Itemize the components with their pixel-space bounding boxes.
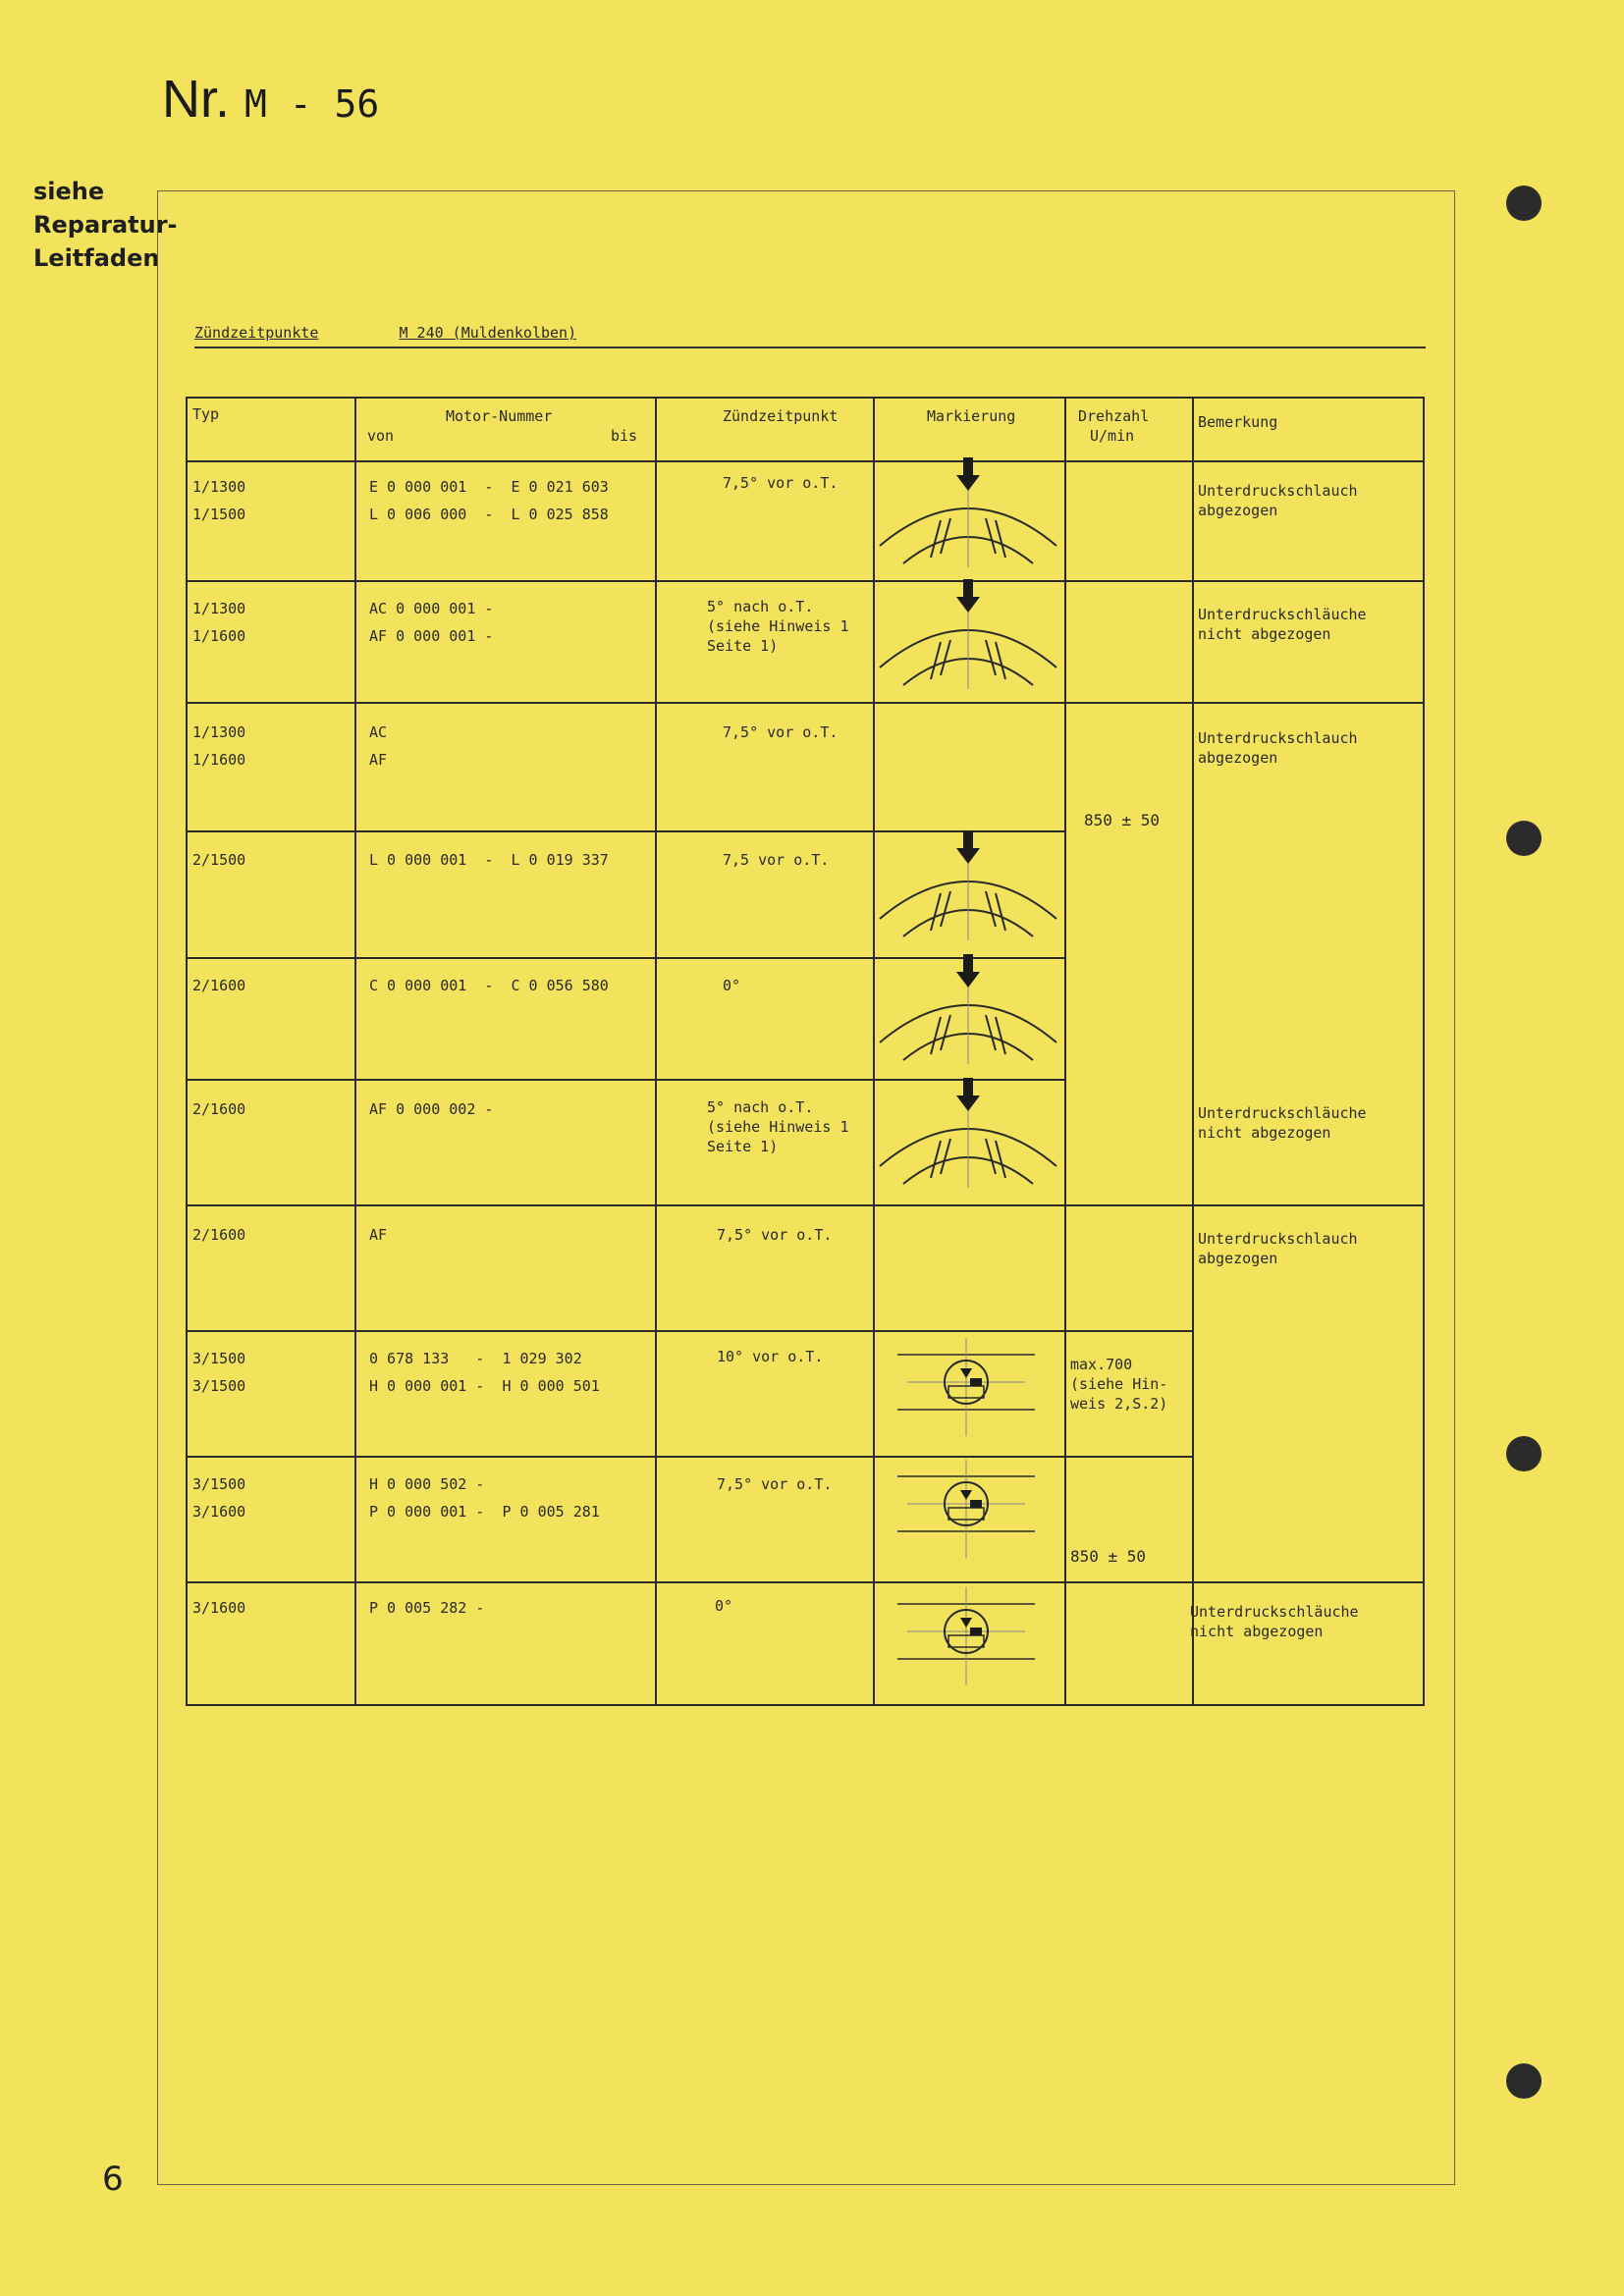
col-header-motor: Motor-Nummer <box>446 407 553 425</box>
marker-diagram-row-1 <box>880 457 1056 567</box>
col-header-drehzahl: Drehzahl <box>1078 407 1150 425</box>
drehzahl-group-1: 850 ± 50 <box>1084 811 1161 829</box>
col-header-drehzahl-unit: U/min <box>1090 427 1135 445</box>
row-2-zuendzeitpunkt: 5° nach o.T. (siehe Hinweis 1 Seite 1) <box>707 598 849 655</box>
nr-label: Nr. <box>162 70 231 129</box>
row-2-motor: AC 0 000 001 - AF 0 000 001 - <box>369 600 494 645</box>
row-2-bemerkung: Unterdruckschläuche nicht abgezogen <box>1198 606 1367 643</box>
row-6-zuendzeitpunkt: 5° nach o.T. (siehe Hinweis 1 Seite 1) <box>707 1098 849 1155</box>
marker-diagram-row-2 <box>880 579 1056 689</box>
drehzahl-group-2: max.700 (siehe Hin- weis 2,S.2) <box>1070 1356 1168 1413</box>
marker-diagram-row-10 <box>897 1587 1035 1685</box>
col-header-bemerkung: Bemerkung <box>1198 413 1278 431</box>
row-8-zuendzeitpunkt: 10° vor o.T. <box>717 1348 824 1365</box>
row-1-zuendzeitpunkt: 7,5° vor o.T. <box>723 474 839 492</box>
row-3-bemerkung: Unterdruckschlauch abgezogen <box>1198 729 1358 767</box>
side-note-line-2: Reparatur- <box>33 211 178 239</box>
row-7-typ: 2/1600 <box>192 1226 246 1244</box>
side-note-line-3: Leitfaden <box>33 244 160 272</box>
row-7-zuendzeitpunkt: 7,5° vor o.T. <box>717 1226 833 1244</box>
row-5-typ: 2/1600 <box>192 977 246 994</box>
row-9-motor: H 0 000 502 - P 0 000 001 - P 0 005 281 <box>369 1475 600 1521</box>
row-10-bemerkung: Unterdruckschläuche nicht abgezogen <box>1190 1603 1359 1640</box>
col-header-von: von <box>367 427 395 445</box>
col-header-zuendzeitpunkt: Zündzeitpunkt <box>723 407 839 425</box>
col-header-markierung: Markierung <box>927 407 1016 425</box>
marker-diagram-row-8 <box>897 1338 1035 1436</box>
row-10-typ: 3/1600 <box>192 1599 246 1617</box>
row-9-typ: 3/1500 3/1600 <box>192 1475 246 1521</box>
row-10-zuendzeitpunkt: 0° <box>715 1597 733 1615</box>
page-number: 6 <box>102 2160 124 2199</box>
row-8-typ: 3/1500 3/1500 <box>192 1350 246 1395</box>
row-6-typ: 2/1600 <box>192 1100 246 1118</box>
row-4-typ: 2/1500 <box>192 851 246 869</box>
row-5-motor: C 0 000 001 - C 0 056 580 <box>369 977 609 994</box>
col-header-bis: bis <box>611 427 638 445</box>
row-1-motor: E 0 000 001 - E 0 021 603 L 0 006 000 - L 0 025 858 <box>369 478 609 523</box>
marker-diagram-row-6 <box>880 1078 1056 1188</box>
row-3-motor: AC AF <box>369 723 388 769</box>
row-4-zuendzeitpunkt: 7,5 vor o.T. <box>723 851 830 869</box>
row-3-zuendzeitpunkt: 7,5° vor o.T. <box>723 723 839 741</box>
caption-subtitle: M 240 (Muldenkolben) <box>399 324 577 342</box>
row-1-bemerkung: Unterdruckschlauch abgezogen <box>1198 482 1358 519</box>
col-header-typ: Typ <box>192 405 220 423</box>
caption-title: Zündzeitpunkte <box>194 324 319 342</box>
marker-diagram-row-5 <box>880 954 1056 1064</box>
row-4-motor: L 0 000 001 - L 0 019 337 <box>369 851 609 869</box>
side-note-line-1: siehe <box>33 178 105 205</box>
row-7-motor: AF <box>369 1226 388 1244</box>
marker-diagram-row-9 <box>897 1460 1035 1558</box>
row-6-bemerkung: Unterdruckschläuche nicht abgezogen <box>1198 1104 1367 1142</box>
row-2-typ: 1/1300 1/1600 <box>192 600 246 645</box>
row-3-typ: 1/1300 1/1600 <box>192 723 246 769</box>
row-5-zuendzeitpunkt: 0° <box>723 977 741 994</box>
row-7-bemerkung: Unterdruckschlauch abgezogen <box>1198 1230 1358 1267</box>
nr-value: M - 56 <box>244 82 380 126</box>
marker-diagram-row-4 <box>880 830 1056 940</box>
row-9-zuendzeitpunkt: 7,5° vor o.T. <box>717 1475 833 1493</box>
row-8-motor: 0 678 133 - 1 029 302 H 0 000 001 - H 0 000 501 <box>369 1350 600 1395</box>
row-6-motor: AF 0 000 002 - <box>369 1100 494 1118</box>
row-10-motor: P 0 005 282 - <box>369 1599 485 1617</box>
row-1-typ: 1/1300 1/1500 <box>192 478 246 523</box>
drehzahl-group-3: 850 ± 50 <box>1070 1547 1147 1566</box>
